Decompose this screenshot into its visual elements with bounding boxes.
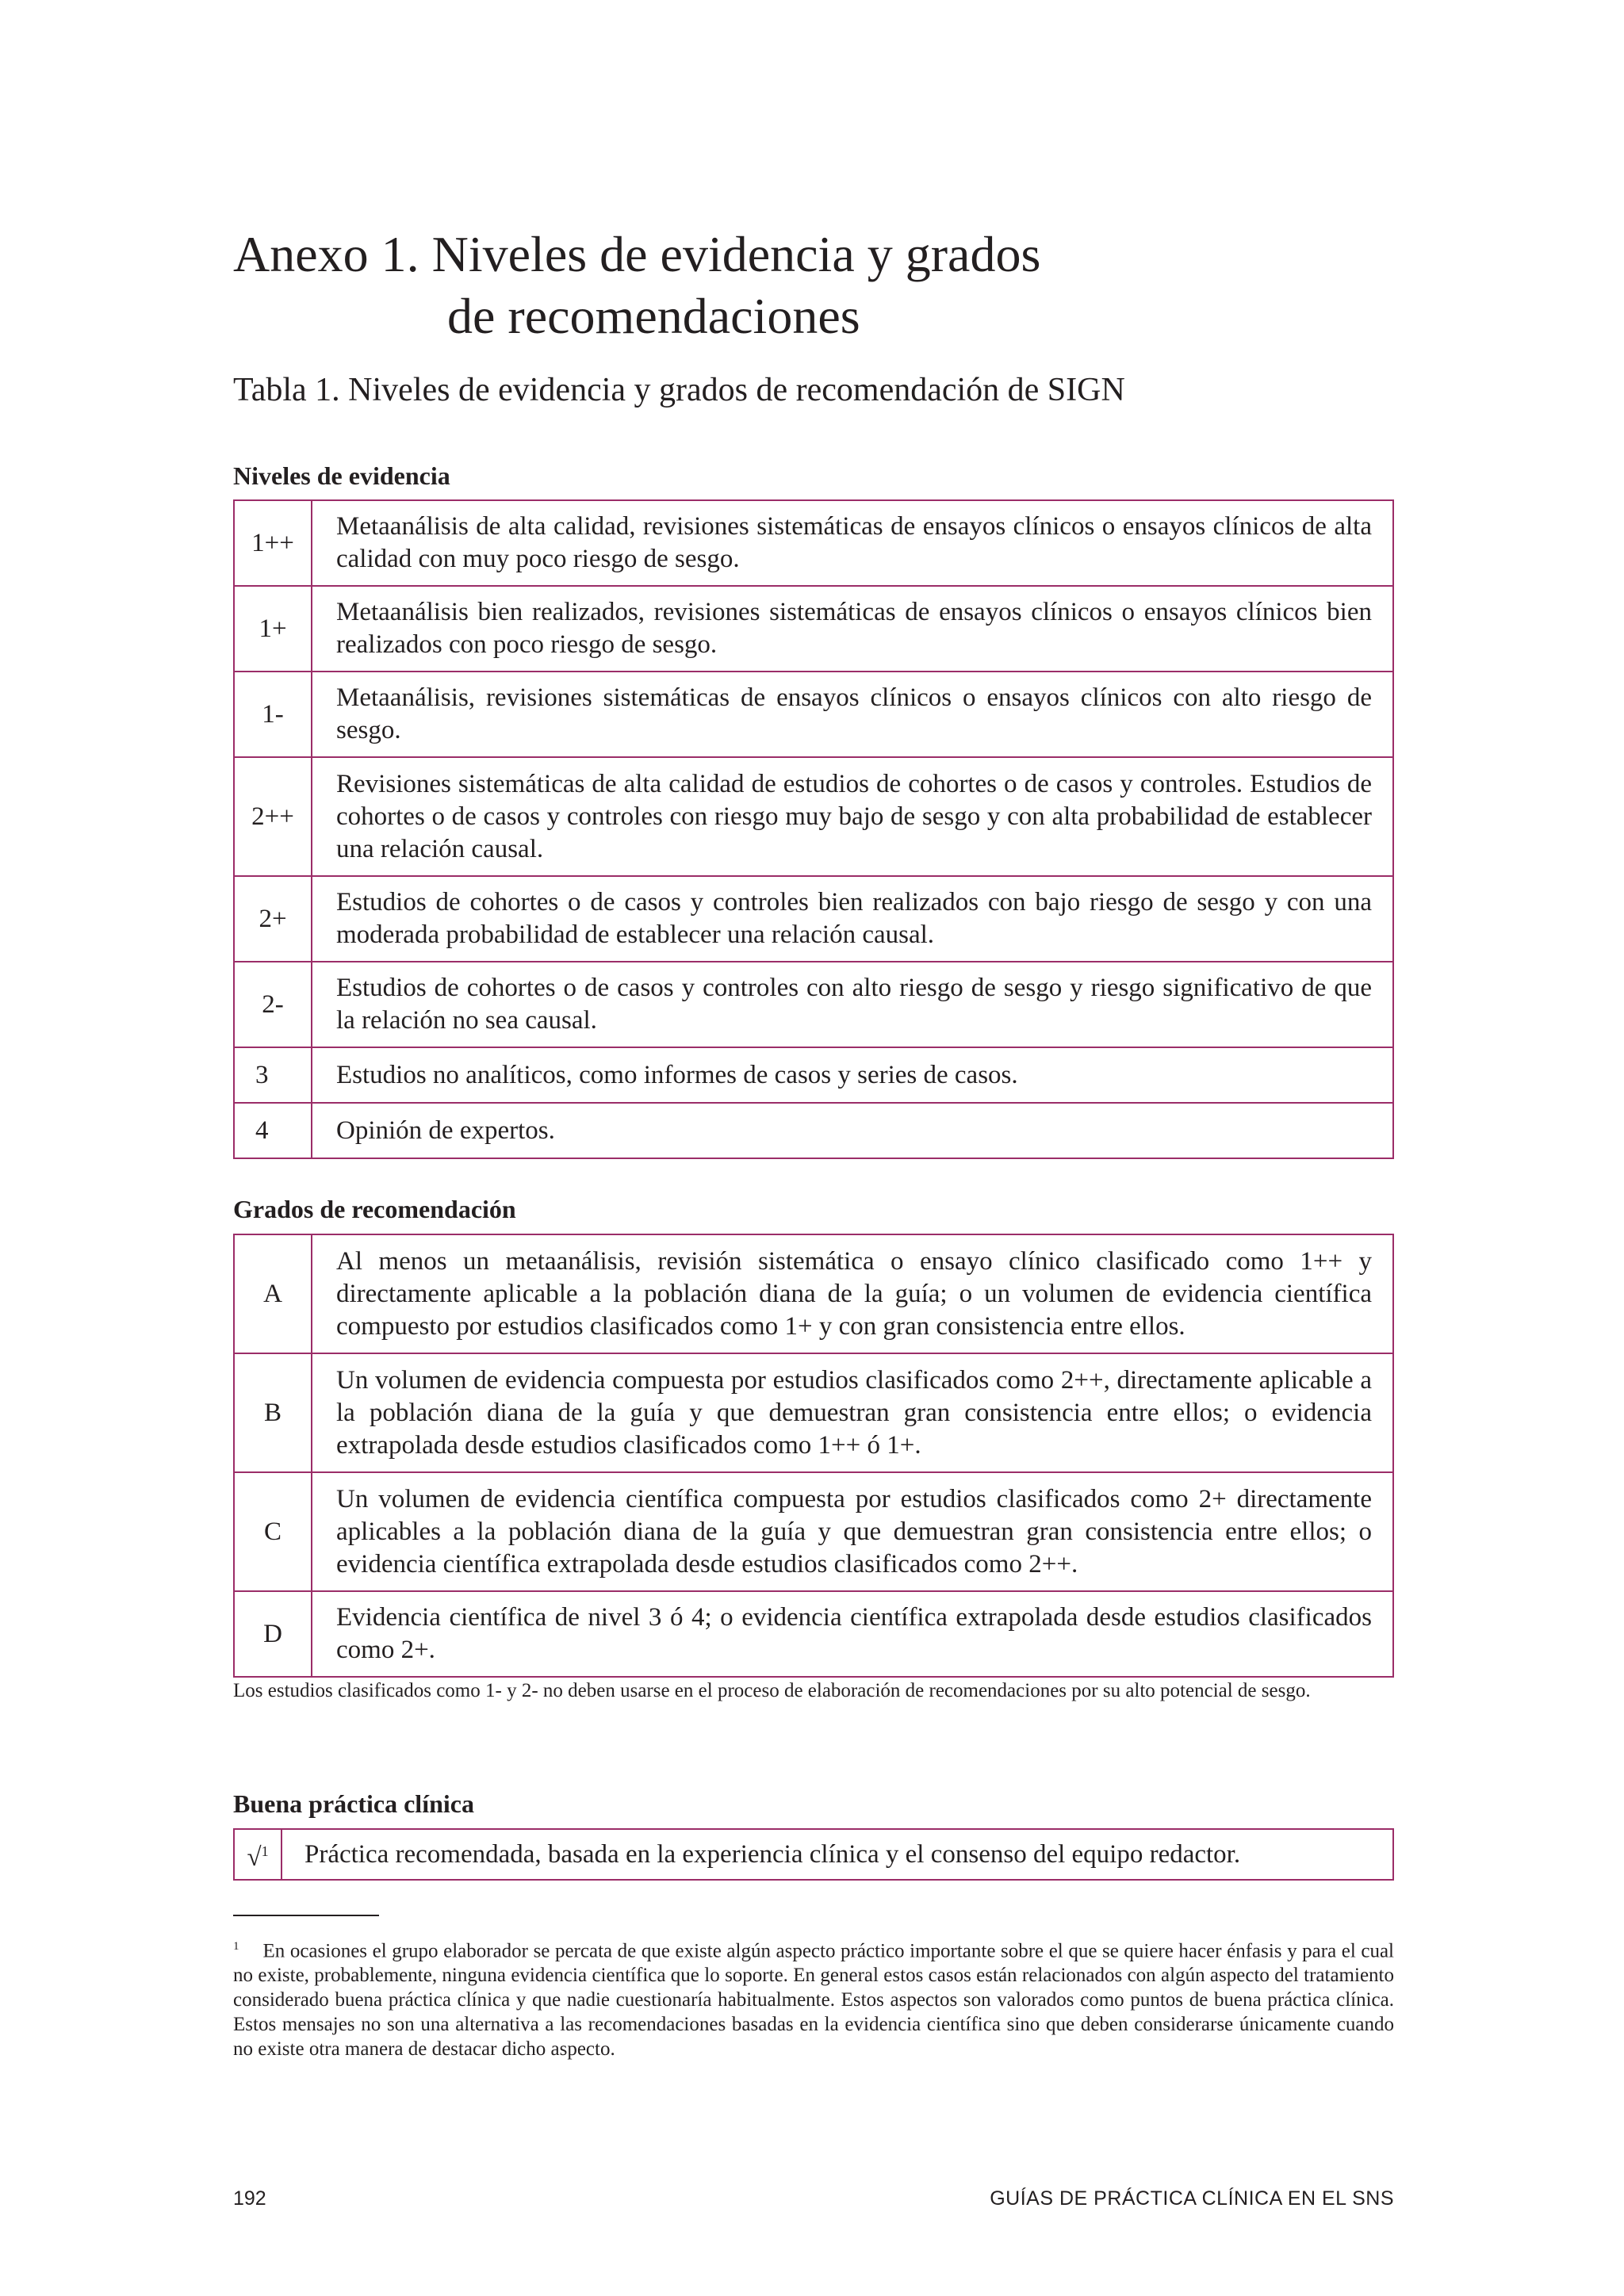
title-line-2: de recomendaciones (447, 288, 860, 344)
table-row (234, 1591, 1393, 1677)
document-page (233, 0, 1394, 2296)
table-row (234, 876, 1393, 962)
grade-code: B (234, 1353, 312, 1472)
grade-code: D (234, 1591, 312, 1677)
level-description: Opinión de expertos. (312, 1103, 1393, 1158)
footnote-reference: 1 (261, 1843, 269, 1859)
good-practice-description: Práctica recomendada, basada en la experiencia clínica y el consenso del equipo redactor. (282, 1829, 1393, 1880)
good-practice-heading: Buena práctica clínica (233, 1789, 474, 1818)
table-row (234, 1353, 1393, 1472)
table-row (234, 1103, 1393, 1158)
table-row (234, 1047, 1393, 1103)
grade-description: Al menos un metaanálisis, revisión sistemática o ensayo clínico clasificado como 1++ y directamente aplicable a la población diana de la guía; o un volumen de evidencia científica compuesto por estudios clasificados como 1+ y con gran consistencia entre ellos. (312, 1234, 1393, 1353)
grade-description: Un volumen de evidencia compuesta por estudios clasificados como 2++, directamente aplicable a la población diana de la guía y que demuestran gran consistencia entre ellos; o evidencia extrapolada desde estudios clasificados como 1++ ó 1+. (312, 1353, 1393, 1472)
footnote-marker: 1 (233, 1940, 239, 1953)
table-row (234, 1234, 1393, 1353)
level-description: Estudios de cohortes o de casos y controles con alto riesgo de sesgo y riesgo significativo de que la relación no sea causal. (312, 962, 1393, 1047)
levels-table (233, 499, 1394, 1159)
footnote-divider (233, 1915, 379, 1916)
table-row (234, 757, 1393, 876)
table-row (234, 672, 1393, 757)
level-code: 1++ (234, 500, 312, 586)
page-title (233, 224, 1394, 347)
table-row (234, 586, 1393, 672)
level-code: 3 (234, 1047, 312, 1103)
level-code: 1- (234, 672, 312, 757)
footnote-text: En ocasiones el grupo elaborador se percata de que existe algún aspecto práctico importante sobre el que se quiere hacer énfasis y para el cual no existe, probablemente, ninguna evidencia científica que lo soporte. En general estos casos están relacionados con algún aspecto del tratamiento considerado buena práctica clínica y que nadie cuestionaría habitualmente. Estos aspectos son valorados como puntos de buena práctica clínica. Estos mensajes no son una alternativa a las recomendaciones basadas en la evidencia científica sino que deben considerarse únicamente cuando no existe otra manera de destacar dicho aspecto. (233, 1940, 1394, 2061)
grades-note: Los estudios clasificados como 1- y 2- no deben usarse en el proceso de elaboración de recomendaciones por su alto potencial de sesgo. (233, 1680, 1311, 1701)
table-caption: Tabla 1. Niveles de evidencia y grados de recomendación de SIGN (233, 372, 1125, 408)
table-row (234, 1829, 1393, 1880)
level-code: 2+ (234, 876, 312, 962)
level-description: Revisiones sistemáticas de alta calidad de estudios de cohortes o de casos y controles. Estudios de cohortes o de casos y controles con riesgo muy bajo de sesgo y con alta probabilidad de establecer una relación causal. (312, 757, 1393, 876)
level-description: Estudios de cohortes o de casos y controles bien realizados con bajo riesgo de sesgo y con una moderada probabilidad de establecer una relación causal. (312, 876, 1393, 962)
title-line-1: Anexo 1. Niveles de evidencia y grados (233, 226, 1041, 282)
level-code: 2++ (234, 757, 312, 876)
grades-table (233, 1234, 1394, 1678)
good-practice-symbol: √ (247, 1843, 262, 1872)
running-footer: GUÍAS DE PRÁCTICA CLÍNICA EN EL SNS (990, 2187, 1394, 2210)
table-row (234, 962, 1393, 1047)
level-description: Metaanálisis, revisiones sistemáticas de ensayos clínicos o ensayos clínicos con alto riesgo de sesgo. (312, 672, 1393, 757)
level-code: 1+ (234, 586, 312, 672)
grade-description: Evidencia científica de nivel 3 ó 4; o evidencia científica extrapolada desde estudios clasificados como 2+. (312, 1591, 1393, 1677)
level-code: 4 (234, 1103, 312, 1158)
page-number: 192 (233, 2187, 266, 2210)
level-description: Estudios no analíticos, como informes de casos y series de casos. (312, 1047, 1393, 1103)
level-description: Metaanálisis bien realizados, revisiones sistemáticas de ensayos clínicos o ensayos clínicos bien realizados con poco riesgo de sesgo. (312, 586, 1393, 672)
level-description: Metaanálisis de alta calidad, revisiones sistemáticas de ensayos clínicos o ensayos clínicos de alta calidad con muy poco riesgo de sesgo. (312, 500, 1393, 586)
grade-description: Un volumen de evidencia científica compuesta por estudios clasificados como 2+ directamente aplicables a la población diana de la guía y que demuestran gran consistencia entre ellos; o evidencia científica extrapolada desde estudios clasificados como 2++. (312, 1472, 1393, 1591)
check-root-icon (234, 1829, 282, 1880)
table-row (234, 1472, 1393, 1591)
table-row (234, 500, 1393, 586)
grades-heading: Grados de recomendación (233, 1195, 516, 1223)
levels-heading: Niveles de evidencia (233, 461, 450, 490)
good-practice-table (233, 1828, 1394, 1881)
grade-code: A (234, 1234, 312, 1353)
level-code: 2- (234, 962, 312, 1047)
footnote (233, 1934, 1394, 2061)
grade-code: C (234, 1472, 312, 1591)
